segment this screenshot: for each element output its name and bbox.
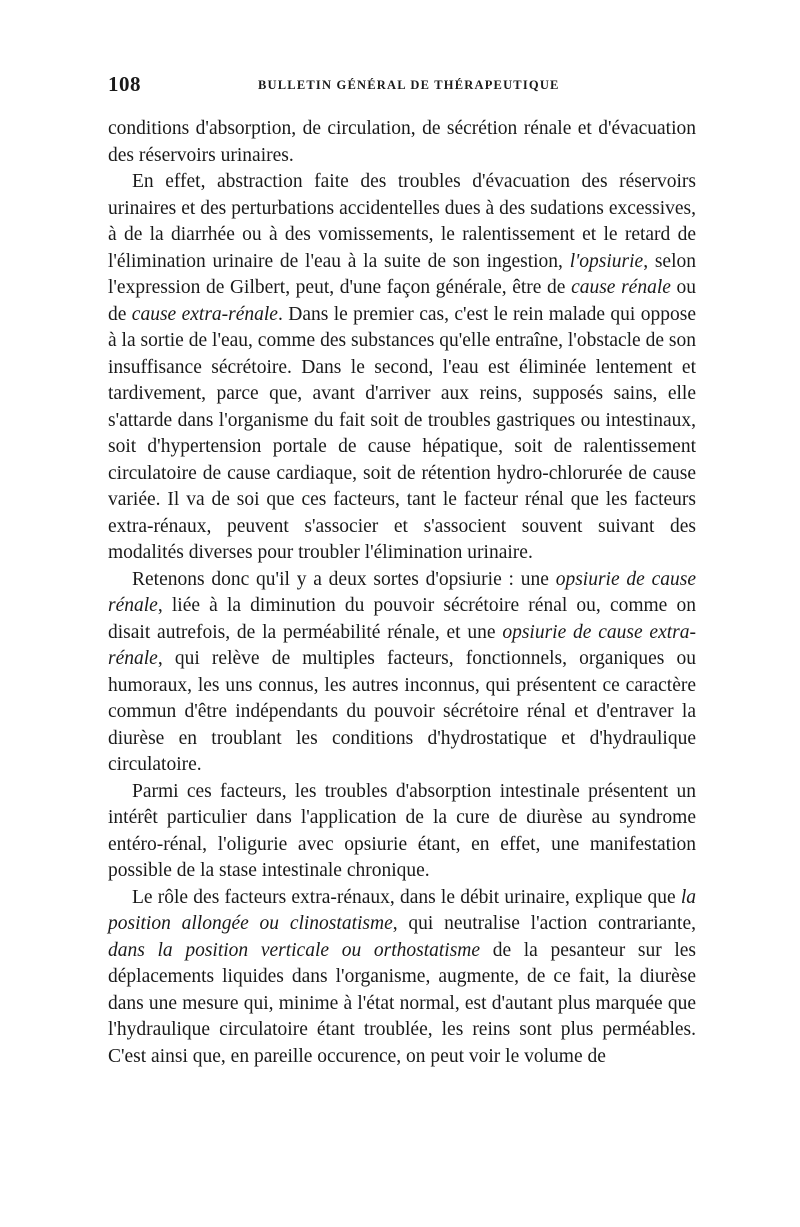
text-segment: Retenons donc qu'il y a deux sortes d'opsiurie : une	[132, 568, 556, 590]
italic-term: cause extra-rénale	[131, 303, 278, 325]
text-segment: , qui neutralise l'action contrariante,	[392, 913, 696, 934]
italic-term: opsiurie de cause extra-rénale	[108, 621, 696, 669]
text-segment: En effet, abstraction faite des troubles d'évacuation des réservoirs urinaires et des perturbations accidentelles dues à des sudations excessives, à de la diarrhée ou à des vomissements, le ralentissement et le retard de l'élimination urinaire de l'eau à la suite de son ingestion,	[108, 171, 696, 272]
paragraph	[108, 567, 696, 779]
text-segment: ou de	[108, 277, 697, 325]
text-segment: Le rôle des facteurs extra-rénaux, dans le débit urinaire, explique que	[132, 886, 681, 908]
page-number: 108	[108, 72, 141, 96]
italic-term: opsiurie de cause rénale	[108, 568, 696, 616]
paragraph	[108, 169, 696, 567]
journal-title: BULLETIN GÉNÉRAL DE THÉRAPEUTIQUE	[258, 78, 560, 92]
text-segment: Parmi ces facteurs, les troubles d'absorption intestinale présentent un intérêt particulier dans l'application de la cure de diurèse au syndrome entéro-rénal, l'oligurie avec opsiurie étant, en effet, une manifestation possible de la stase intestinale chronique.	[108, 780, 696, 881]
paragraph	[108, 779, 696, 885]
body-text	[108, 116, 696, 1070]
text-segment: , liée à la diminution du pouvoir sécrétoire rénal ou, comme on disait autrefois, de la perméabilité rénale, et une	[108, 595, 696, 643]
italic-term: la position allongée ou clinostatisme	[108, 886, 696, 934]
italic-term: l'opsiurie	[569, 250, 644, 272]
text-segment: conditions d'absorption, de circulation, de sécrétion rénale et d'évacuation des réservoirs urinaires.	[108, 118, 696, 166]
text-segment: . Dans le premier cas, c'est le rein malade qui oppose à la sortie de l'eau, comme des substances qu'elle entraîne, l'obstacle de son insuffisance sécrétoire. Dans le second, l'eau est éliminée lentement et tardivement, parce que, avant d'arriver aux reins, supposés sains, elle s'attarde dans l'organisme du fait soit de troubles gastriques ou intestinaux, soit d'hypertension portale de cause hépatique, soit de ralentissement circulatoire de cause cardiaque, soit de rétention hydro-chlorurée de cause variée. Il va de soi que ces facteurs, tant le facteur rénal que les facteurs extra-rénaux, peuvent s'associer et s'associent souvent suivant des modalités diverses pour troubler l'élimination urinaire.	[108, 303, 696, 563]
italic-term: dans la position verticale ou orthostatisme	[108, 939, 481, 961]
paragraph	[108, 885, 696, 1071]
paragraph	[108, 116, 696, 169]
italic-term: cause rénale	[571, 277, 671, 298]
text-segment: de la pesanteur sur les déplacements liquides dans l'organisme, augmente, de ce fait, la diurèse dans une mesure qui, minime à l'état normal, est d'autant plus marquée que l'hydraulique circulatoire étant troublée, les reins sont plus perméables. C'est ainsi que, en pareille occurence, on peut voir le volume de	[108, 939, 697, 1067]
running-head	[108, 72, 696, 102]
text-segment: , selon l'expression de Gilbert, peut, d'une façon générale, être de	[108, 250, 696, 298]
text-segment: , qui relève de multiples facteurs, fonctionnels, organiques ou humoraux, les uns connus, les autres inconnus, qui présentent ce caractère commun d'être indépendants du pouvoir sécrétoire rénal et d'entraver la diurèse en troublant les conditions d'hydrostatique et d'hydraulique circulatoire.	[108, 648, 696, 775]
